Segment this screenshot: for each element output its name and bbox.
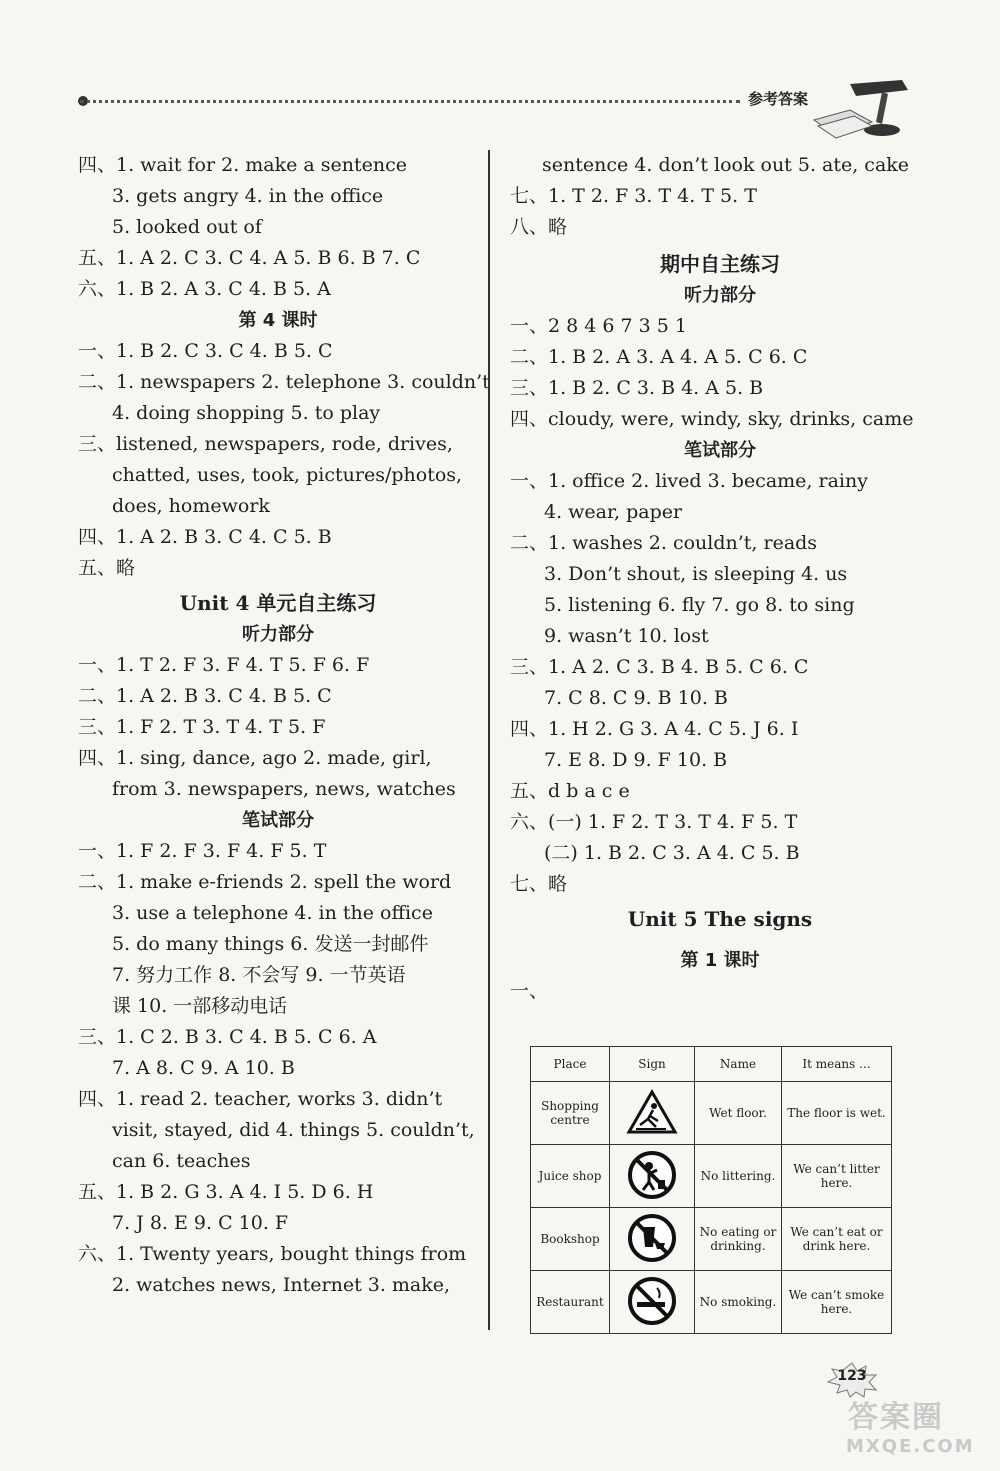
answer-line: 二、1. B 2. A 3. A 4. A 5. C 6. C xyxy=(510,346,808,368)
section-heading: 听力部分 xyxy=(684,285,756,306)
name-cell: No littering. xyxy=(695,1145,782,1208)
section-heading: 笔试部分 xyxy=(684,440,756,461)
no-eating-drinking-icon xyxy=(627,1213,677,1263)
page-number: 123 xyxy=(837,1368,867,1384)
answer-line: 五、1. B 2. G 3. A 4. I 5. D 6. H xyxy=(78,1181,374,1203)
sign-cell xyxy=(610,1082,695,1145)
answer-line: 三、1. C 2. B 3. C 4. B 5. C 6. A xyxy=(78,1026,377,1048)
answer-line: 七、1. T 2. F 3. T 4. T 5. T xyxy=(510,185,757,207)
answer-line: (二) 1. B 2. C 3. A 4. C 5. B xyxy=(544,842,800,864)
section-heading: 第 1 课时 xyxy=(680,950,760,971)
answer-line: 八、略 xyxy=(510,216,568,238)
means-cell: We can’t eat or drink here. xyxy=(782,1208,892,1271)
name-cell: Wet floor. xyxy=(695,1082,782,1145)
answer-line: 六、1. Twenty years, bought things from xyxy=(78,1243,467,1265)
answer-line: visit, stayed, did 4. things 5. couldn’t, xyxy=(112,1119,475,1141)
no-littering-icon xyxy=(627,1150,677,1200)
unit-title: Unit 5 The signs xyxy=(627,907,813,931)
wet-floor-icon xyxy=(626,1089,678,1135)
sign-table xyxy=(530,1046,892,1334)
answer-line: 四、1. A 2. B 3. C 4. C 5. B xyxy=(78,526,332,548)
answer-line: 5. listening 6. fly 7. go 8. to sing xyxy=(544,594,855,616)
answer-line: 5. do many things 6. 发送一封邮件 xyxy=(112,933,429,955)
answer-line: sentence 4. don’t look out 5. ate, cake xyxy=(542,154,910,176)
unit-title: Unit 4 单元自主练习 xyxy=(179,591,377,615)
sign-cell xyxy=(610,1271,695,1334)
section-heading: 笔试部分 xyxy=(242,810,314,831)
answer-line: 一、 xyxy=(510,980,549,1002)
answer-line: 三、1. F 2. T 3. T 4. T 5. F xyxy=(78,716,326,738)
answer-line: 二、1. make e-friends 2. spell the word xyxy=(78,871,452,893)
answer-line: 二、1. newspapers 2. telephone 3. couldn’t xyxy=(78,371,490,393)
section-heading: 听力部分 xyxy=(242,624,314,645)
answer-line: 三、1. A 2. C 3. B 4. B 5. C 6. C xyxy=(510,656,809,678)
sign-cell xyxy=(610,1208,695,1271)
answer-line: 4. doing shopping 5. to play xyxy=(112,402,381,424)
answer-line: 七、略 xyxy=(510,873,568,895)
place-cell: Restaurant xyxy=(531,1271,610,1334)
table-row xyxy=(531,1082,892,1145)
means-cell: The floor is wet. xyxy=(782,1082,892,1145)
name-cell: No eating or drinking. xyxy=(695,1208,782,1271)
answer-line: does, homework xyxy=(112,495,270,517)
answer-line: 五、d b a c e xyxy=(510,780,630,802)
answer-line: 六、(一) 1. F 2. T 3. T 4. F 5. T xyxy=(510,811,798,833)
answer-line: 一、1. office 2. lived 3. became, rainy xyxy=(510,470,868,492)
answer-line: 一、1. F 2. F 3. F 4. F 5. T xyxy=(78,840,327,862)
header-dotted-rule xyxy=(80,100,740,103)
answer-line: 3. use a telephone 4. in the office xyxy=(112,902,433,924)
place-cell: Shopping centre xyxy=(531,1082,610,1145)
answer-line: 五、1. A 2. C 3. C 4. A 5. B 6. B 7. C xyxy=(78,247,421,269)
means-cell: We can’t litter here. xyxy=(782,1145,892,1208)
table-header-row xyxy=(531,1047,892,1082)
place-cell: Juice shop xyxy=(531,1145,610,1208)
answer-line: 四、1. wait for 2. make a sentence xyxy=(78,154,408,176)
answer-line: 一、1. T 2. F 3. F 4. T 5. F 6. F xyxy=(78,654,370,676)
answer-line: 一、2 8 4 6 7 3 5 1 xyxy=(510,315,687,337)
answer-line: 四、1. H 2. G 3. A 4. C 5. J 6. I xyxy=(510,718,799,740)
column-divider xyxy=(488,150,490,1330)
desk-lamp-icon xyxy=(810,76,930,146)
means-cell: We can’t smoke here. xyxy=(782,1271,892,1334)
table-row xyxy=(531,1271,892,1334)
table-header: Sign xyxy=(610,1047,695,1082)
answer-line: 7. J 8. E 9. C 10. F xyxy=(112,1212,289,1234)
answer-line: 课 10. 一部移动电话 xyxy=(112,995,288,1017)
answer-line: 7. C 8. C 9. B 10. B xyxy=(544,687,728,709)
answer-line: 二、1. washes 2. couldn’t, reads xyxy=(510,532,818,554)
answer-line: 4. wear, paper xyxy=(544,501,683,523)
answer-line: 四、1. sing, dance, ago 2. made, girl, xyxy=(78,747,432,769)
answer-line: from 3. newspapers, news, watches xyxy=(112,778,456,800)
page-header xyxy=(80,88,980,148)
answer-line: 三、1. B 2. C 3. B 4. A 5. B xyxy=(510,377,764,399)
table-row xyxy=(531,1145,892,1208)
table-header: Name xyxy=(695,1047,782,1082)
answer-line: 2. watches news, Internet 3. make, xyxy=(112,1274,451,1296)
answer-line: 四、1. read 2. teacher, works 3. didn’t xyxy=(78,1088,443,1110)
answer-line: 四、cloudy, were, windy, sky, drinks, came xyxy=(510,408,914,430)
left-answer-column xyxy=(78,150,490,1301)
answer-line: 三、listened, newspapers, rode, drives, xyxy=(78,433,453,455)
answer-line: 7. A 8. C 9. A 10. B xyxy=(112,1057,295,1079)
name-cell: No smoking. xyxy=(695,1271,782,1334)
answer-line: 7. E 8. D 9. F 10. B xyxy=(544,749,728,771)
answer-line: 7. 努力工作 8. 不会写 9. 一节英语 xyxy=(112,964,406,986)
answer-line: 六、1. B 2. A 3. C 4. B 5. A xyxy=(78,278,331,300)
table-header: Place xyxy=(531,1047,610,1082)
watermark-url: MXQE.COM xyxy=(846,1436,975,1457)
table-header: It means ... xyxy=(782,1047,892,1082)
place-cell: Bookshop xyxy=(531,1208,610,1271)
answer-line: 3. Don’t shout, is sleeping 4. us xyxy=(544,563,848,585)
answer-line: 5. looked out of xyxy=(112,216,262,238)
header-label: 参考答案 xyxy=(748,90,809,108)
answer-line: 五、略 xyxy=(78,557,136,579)
midterm-title: 期中自主练习 xyxy=(660,252,780,276)
answer-line: can 6. teaches xyxy=(112,1150,251,1172)
answer-line: 3. gets angry 4. in the office xyxy=(112,185,384,207)
watermark-logo: 答案圈 xyxy=(848,1400,944,1435)
right-answer-column xyxy=(510,150,930,1007)
answer-line: 一、1. B 2. C 3. C 4. B 5. C xyxy=(78,340,333,362)
answer-line: chatted, uses, took, pictures/photos, xyxy=(112,464,463,486)
table-row xyxy=(531,1208,892,1271)
no-smoking-icon xyxy=(627,1276,677,1326)
answer-line: 9. wasn’t 10. lost xyxy=(544,625,709,647)
sign-cell xyxy=(610,1145,695,1208)
answer-line: 二、1. A 2. B 3. C 4. B 5. C xyxy=(78,685,332,707)
section-heading: 第 4 课时 xyxy=(238,310,318,331)
